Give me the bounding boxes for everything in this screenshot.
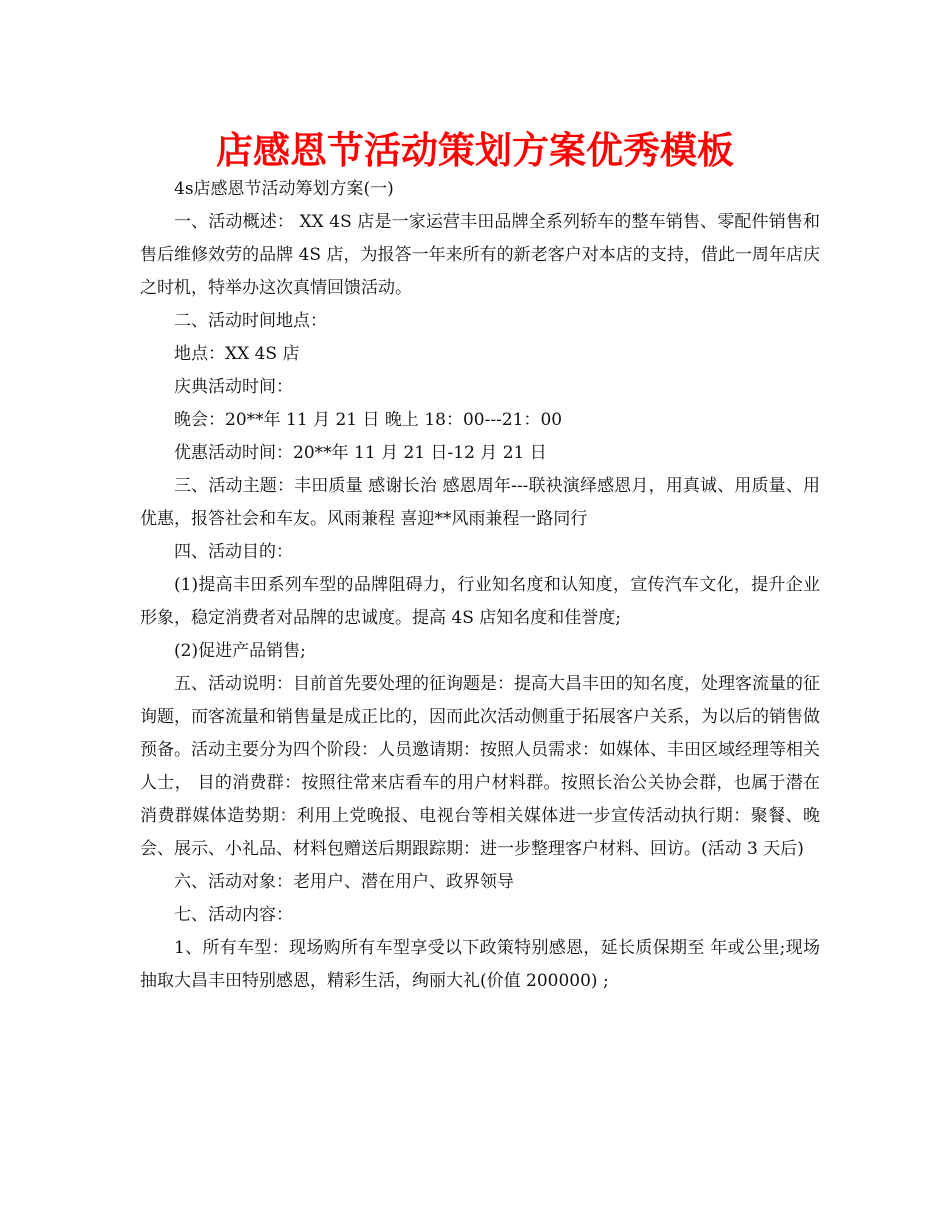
- document-body: [140, 173, 820, 998]
- subtitle-paragraph: 4s店感恩节活动筹划方案(一): [174, 179, 394, 199]
- content-heading: 七、活动内容：: [174, 905, 293, 925]
- description-paragraph: 五、活动说明：目前首先要处理的征询题是：提高大昌丰田的知名度，处理客流量的征询题，而客流量和销售量是成正比的，因而此次活动侧重于拓展客户关系，为以后的销售做预备。活动主要分为四个阶段：人员邀请期：按照人员需求：如媒体、丰田区域经理等相关人士， 目的消费群：按照往常来店看车的用户材料群。按照长治公关协会群，也属于潜在消费群媒体造势期：利用上党晚报、电视台等相关媒体进一步宣传活动执行期：聚餐、晚会、展示、小礼品、材料包赠送后期跟踪期：进一步整理客户材料、回访。(活动 3 天后): [140, 674, 820, 859]
- purpose-item-1: (1)提高丰田系列车型的品牌阻碍力，行业知名度和认知度，宣传汽车文化，提升企业形象，稳定消费者对品牌的忠诚度。提高 4S 店知名度和佳誉度;: [140, 575, 820, 628]
- time-place-heading: 二、活动时间地点：: [174, 311, 327, 331]
- purpose-heading: 四、活动目的：: [174, 542, 293, 562]
- promotion-time-line: 优惠活动时间：20**年 11 月 21 日-12 月 21 日: [174, 443, 547, 463]
- overview-paragraph: 一、活动概述： XX 4S 店是一家运营丰田品牌全系列轿车的整车销售、零配件销售和售后维修效劳的品牌 4S 店，为报答一年来所有的新老客户对本店的支持，借此一周年店庆之时机，特举办这次真情回馈活动。: [140, 212, 820, 298]
- content-item-1: 1、所有车型：现场购所有车型享受以下政策特别感恩，延长质保期至 年或公里;现场抽取大昌丰田特别感恩，精彩生活，绚丽大礼(价值 200000) ;: [140, 938, 820, 991]
- audience-line: 六、活动对象：老用户、潜在用户、政界领导: [174, 872, 514, 892]
- celebration-time-heading: 庆典活动时间：: [174, 377, 293, 397]
- location-line: 地点：XX 4S 店: [174, 344, 300, 364]
- theme-paragraph: 三、活动主题：丰田质量 感谢长治 感恩周年---联袂演绎感恩月，用真诚、用质量、用优惠，报答社会和车友。风雨兼程 喜迎**风雨兼程一路同行: [140, 476, 820, 529]
- purpose-item-2: (2)促进产品销售;: [174, 641, 306, 661]
- evening-party-line: 晚会：20**年 11 月 21 日 晚上 18：00---21：00: [174, 410, 563, 430]
- document-title: 店感恩节活动策划方案优秀模板: [216, 129, 734, 172]
